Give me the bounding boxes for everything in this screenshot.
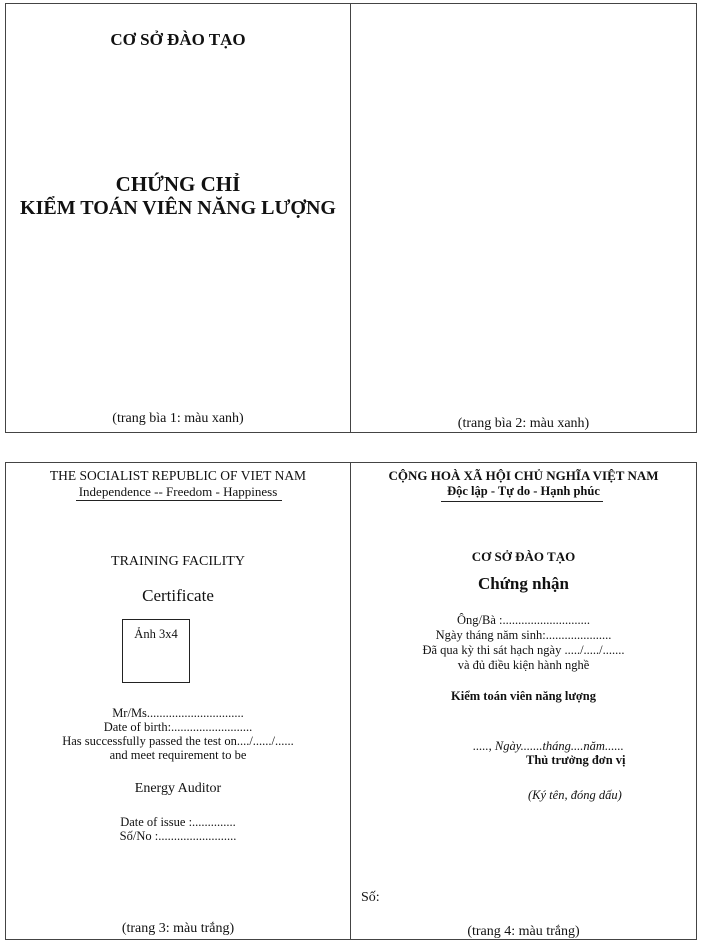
exam-date-field: Đã qua kỳ thi sát hạch ngày ...../...../....... xyxy=(422,643,625,657)
unit-head-label: Thủ trưởng đơn vị xyxy=(526,753,626,767)
motto-underline xyxy=(441,501,603,502)
photo-label: Ảnh 3x4 xyxy=(134,627,178,641)
name-field: Ông/Bà :............................ xyxy=(457,613,590,627)
page-caption: (trang bìa 1: màu xanh) xyxy=(112,411,244,426)
eligibility-text: và đủ điều kiện hành nghề xyxy=(457,658,590,672)
certificate-subtitle: KIỂM TOÁN VIÊN NĂNG LƯỢNG xyxy=(20,197,336,219)
training-facility-heading: CƠ SỞ ĐÀO TẠO xyxy=(110,30,246,49)
number-label: Số: xyxy=(361,890,380,905)
national-motto: Độc lập - Tự do - Hạnh phúc xyxy=(447,484,600,498)
motto-underline xyxy=(76,500,282,501)
date-of-birth-field: Ngày tháng năm sinh:..................... xyxy=(435,628,612,642)
date-of-issue-field: Date of issue :.............. xyxy=(120,815,236,829)
national-motto: Independence -- Freedom - Happiness xyxy=(78,484,278,499)
republic-name: THE SOCIALIST REPUBLIC OF VIET NAM xyxy=(49,468,307,483)
requirement-text: and meet requirement to be xyxy=(109,748,247,762)
certificate-heading: Chứng nhận xyxy=(477,574,569,593)
training-facility-label: TRAINING FACILITY xyxy=(111,554,245,569)
certificate-heading: Certificate xyxy=(142,586,214,605)
photo-placeholder xyxy=(122,619,190,683)
cover-page-1 xyxy=(5,3,351,433)
signature-note: (Ký tên, đóng dấu) xyxy=(528,788,622,802)
certificate-title: CHỨNG CHỈ xyxy=(115,172,241,196)
date-of-birth-field: Date of birth:.......................... xyxy=(103,720,253,734)
number-field: Số/No :......................... xyxy=(119,829,237,843)
inner-page-4-vietnamese xyxy=(350,462,697,940)
inner-page-3-english xyxy=(5,462,351,940)
cover-page-2 xyxy=(350,3,697,433)
page-caption: (trang bìa 2: màu xanh) xyxy=(457,416,590,431)
role-title: Kiểm toán viên năng lượng xyxy=(451,689,596,703)
page-caption: (trang 4: màu trắng) xyxy=(467,924,580,939)
training-facility-label: CƠ SỞ ĐÀO TẠO xyxy=(471,549,576,564)
test-date-field: Has successfully passed the test on..../....../...... xyxy=(62,734,294,748)
page-caption: (trang 3: màu trắng) xyxy=(121,921,235,936)
name-field: Mr/Ms............................... xyxy=(112,706,244,720)
date-line: ....., Ngày.......tháng....năm...... xyxy=(473,739,624,753)
role-title: Energy Auditor xyxy=(134,781,222,796)
republic-name: CỘNG HOÀ XÃ HỘI CHỦ NGHĨA VIỆT NAM xyxy=(388,468,659,483)
